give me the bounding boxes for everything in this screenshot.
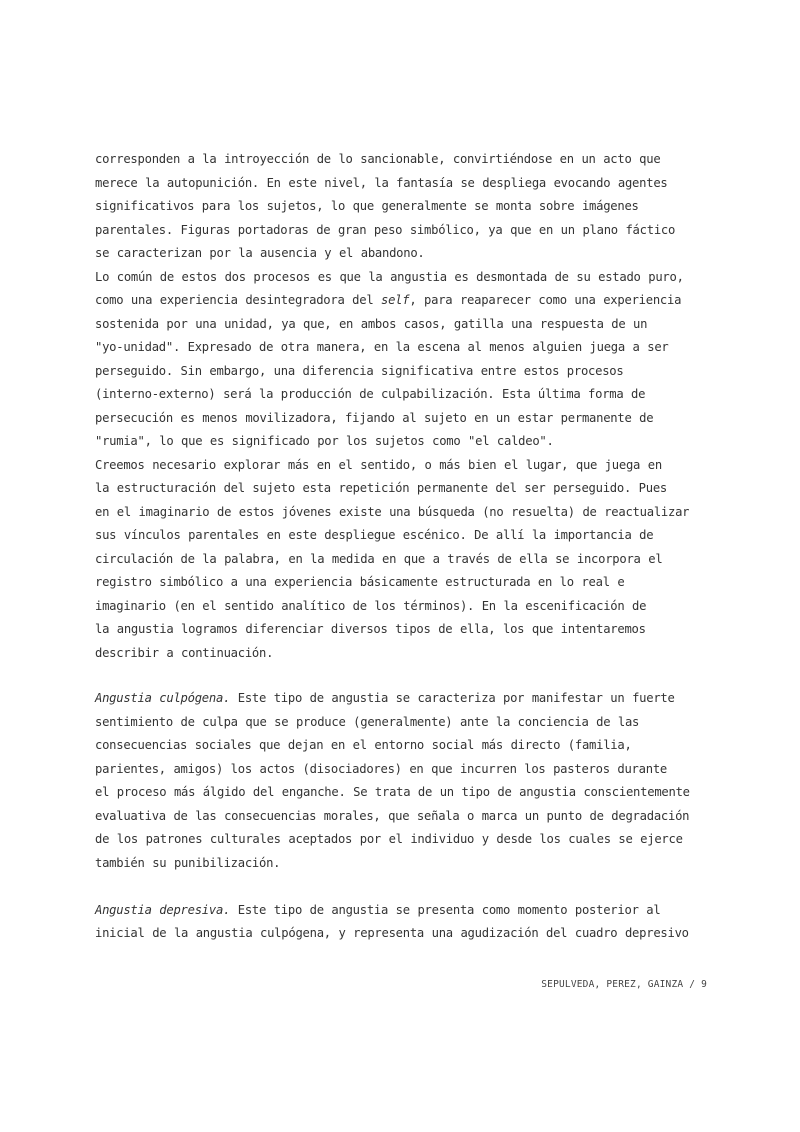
text-line: consecuencias sociales que dejan en el entorno social más directo (familia, — [95, 738, 632, 752]
text-line: sus vínculos parentales en este despliegue escénico. De allí la importancia de — [95, 528, 654, 542]
text-line: parentales. Figuras portadoras de gran peso simbólico, ya que en un plano fáctico — [95, 223, 676, 237]
text-line: circulación de la palabra, en la medida en que a través de ella se incorpora el — [95, 552, 663, 566]
text-line: describir a continuación. — [95, 646, 274, 660]
text-line: el proceso más álgido del enganche. Se trata de un tipo de angustia conscientemente — [95, 785, 690, 799]
text-line: corresponden a la introyección de lo sancionable, convirtiéndose en un acto que — [95, 152, 661, 166]
text-line: (interno-externo) será la producción de culpabilización. Esta última forma de — [95, 387, 646, 401]
text-run: Este tipo de angustia se presenta como momento posterior al — [230, 903, 661, 917]
text-line: en el imaginario de estos jóvenes existe una búsqueda (no resuelta) de reactualizar — [95, 505, 690, 519]
text-line: evaluativa de las consecuencias morales, que señala o marca un punto de degradación — [95, 809, 690, 823]
text-line: inicial de la angustia culpógena, y representa una agudización del cuadro depresivo — [95, 926, 689, 940]
text-line: perseguido. Sin embargo, una diferencia significativa entre estos procesos — [95, 364, 624, 378]
text-line: se caracterizan por la ausencia y el abandono. — [95, 246, 425, 260]
text-line: Lo común de estos dos procesos es que la angustia es desmontada de su estado puro, — [95, 270, 684, 284]
text-line: también su punibilización. — [95, 856, 281, 870]
text-line: merece la autopunición. En este nivel, la fantasía se despliega evocando agentes — [95, 176, 668, 190]
text-line: la estructuración del sujeto esta repetición permanente del ser perseguido. Pues — [95, 481, 667, 495]
text-line — [95, 902, 707, 918]
text-run: , para reaparecer como una experiencia — [409, 293, 682, 307]
text-line: de los patrones culturales aceptados por el individuo y desde los cuales se ejerce — [95, 832, 683, 846]
text-line: imaginario (en el sentido analítico de los términos). En la escenificación de — [95, 599, 647, 613]
text-line: "rumia", lo que es significado por los sujetos como "el caldeo". — [95, 434, 554, 448]
text-line: significativos para los sujetos, lo que generalmente se monta sobre imágenes — [95, 199, 639, 213]
text-run: Este tipo de angustia se caracteriza por manifestar un fuerte — [230, 691, 675, 705]
text-line: persecución es menos movilizadora, fijando al sujeto en un estar permanente de — [95, 411, 654, 425]
page-footer: SEPULVEDA, PEREZ, GAINZA / 9 — [541, 979, 707, 990]
text-line: Creemos necesario explorar más en el sentido, o más bien el lugar, que juega en — [95, 458, 662, 472]
text-run: como una experiencia desintegradora del — [95, 293, 381, 307]
section-term: Angustia depresiva. — [95, 903, 231, 917]
text-line — [95, 690, 707, 706]
text-line: "yo-unidad". Expresado de otra manera, en la escena al menos alguien juega a ser — [95, 340, 669, 354]
text-line — [95, 292, 707, 308]
text-line: parientes, amigos) los actos (disociadores) en que incurren los pasteros durante — [95, 762, 667, 776]
text-line: la angustia logramos diferenciar diversos tipos de ella, los que intentaremos — [95, 622, 646, 636]
emphasis-self: self — [381, 293, 410, 307]
text-line: sostenida por una unidad, ya que, en ambos casos, gatilla una respuesta de un — [95, 317, 648, 331]
text-line: registro simbólico a una experiencia básicamente estructurada en lo real e — [95, 575, 625, 589]
section-term: Angustia culpógena. — [95, 691, 231, 705]
text-line: sentimiento de culpa que se produce (generalmente) ante la conciencia de las — [95, 715, 640, 729]
